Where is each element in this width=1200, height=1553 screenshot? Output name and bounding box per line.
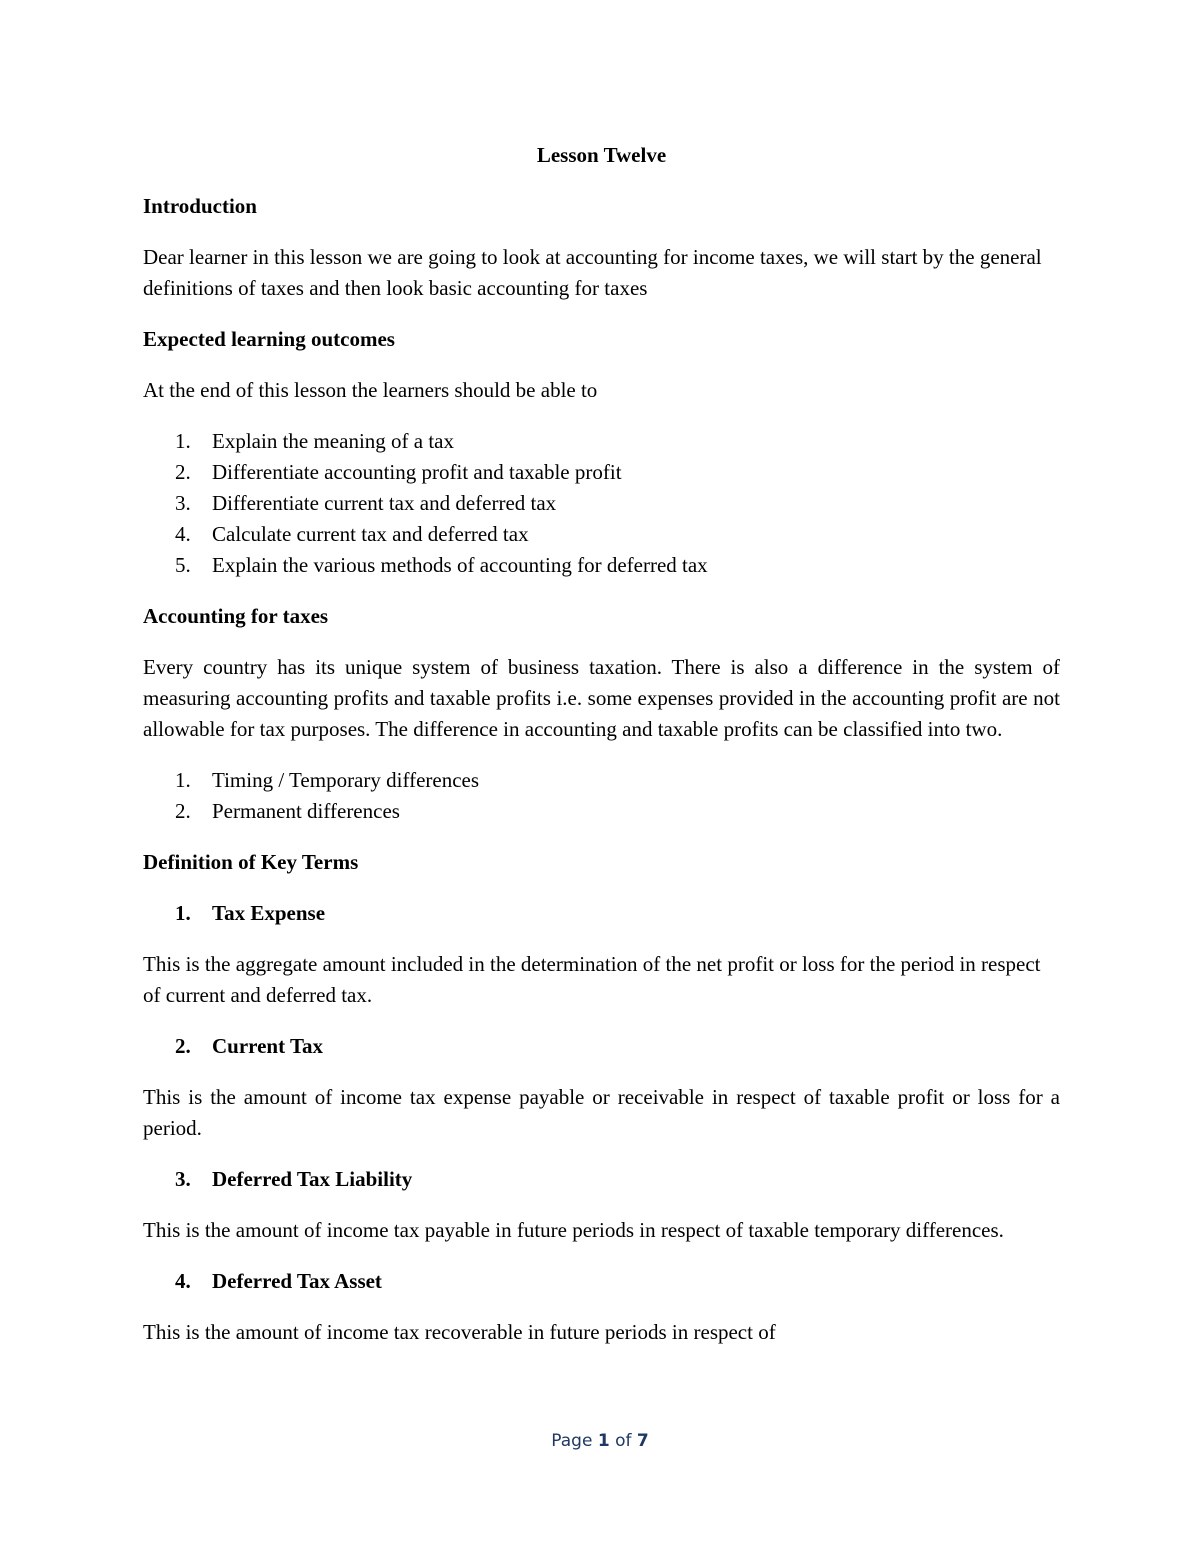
page-title: Lesson Twelve <box>536 143 667 167</box>
list-item: 1. Timing / Temporary differences <box>175 768 480 792</box>
accounting-text: Every country has its unique system of business taxation. There is also a difference in the system of measuring accounting profits and taxable profits i.e. some expenses provided in the accounting profit are not allowable for tax purposes. The difference in accounting and taxable profits can be classified into two. <box>143 655 1060 741</box>
footer-page-number: 1 <box>597 1431 610 1451</box>
term-deferred-tax-liability-text: This is the amount of income tax payable in future periods in respect of taxable temporary differences. <box>143 1218 1004 1242</box>
outcomes-intro: At the end of this lesson the learners should be able to <box>143 378 598 402</box>
introduction-heading: Introduction <box>143 194 257 218</box>
definitions-heading: Definition of Key Terms <box>143 850 359 874</box>
list-item: 4. Calculate current tax and deferred tax <box>175 522 529 546</box>
introduction-text: Dear learner in this lesson we are going to look at accounting for income taxes, we will start by the general definitions of taxes and then look basic accounting for taxes <box>143 245 1042 300</box>
page-footer <box>0 1431 1200 1451</box>
footer-of-word: of <box>615 1431 632 1451</box>
footer-page-word: Page <box>551 1431 593 1451</box>
list-item: 3. Differentiate current tax and deferred tax <box>175 491 557 515</box>
page-content <box>143 140 1060 1368</box>
term-tax-expense: 1. Tax Expense <box>175 901 326 925</box>
footer-page-total: 7 <box>636 1431 649 1451</box>
outcomes-heading: Expected learning outcomes <box>143 327 395 351</box>
term-current-tax: 2. Current Tax <box>175 1034 324 1058</box>
list-item: 2. Differentiate accounting profit and taxable profit <box>175 460 622 484</box>
list-item: 1. Explain the meaning of a tax <box>175 429 455 453</box>
list-item: 5. Explain the various methods of accounting for deferred tax <box>175 553 708 577</box>
accounting-heading: Accounting for taxes <box>143 604 329 628</box>
term-deferred-tax-liability: 3. Deferred Tax Liability <box>175 1167 413 1191</box>
term-deferred-tax-asset-text: This is the amount of income tax recoverable in future periods in respect of <box>143 1320 776 1344</box>
term-deferred-tax-asset: 4. Deferred Tax Asset <box>175 1269 382 1293</box>
term-tax-expense-text: This is the aggregate amount included in the determination of the net profit or loss for the period in respect of current and deferred tax. <box>143 952 1041 1007</box>
list-item: 2. Permanent differences <box>175 799 400 823</box>
differences-list <box>143 765 1060 827</box>
outcomes-list <box>143 426 1060 581</box>
term-current-tax-text: This is the amount of income tax expense payable or receivable in respect of taxable profit or loss for a period. <box>143 1085 1060 1140</box>
